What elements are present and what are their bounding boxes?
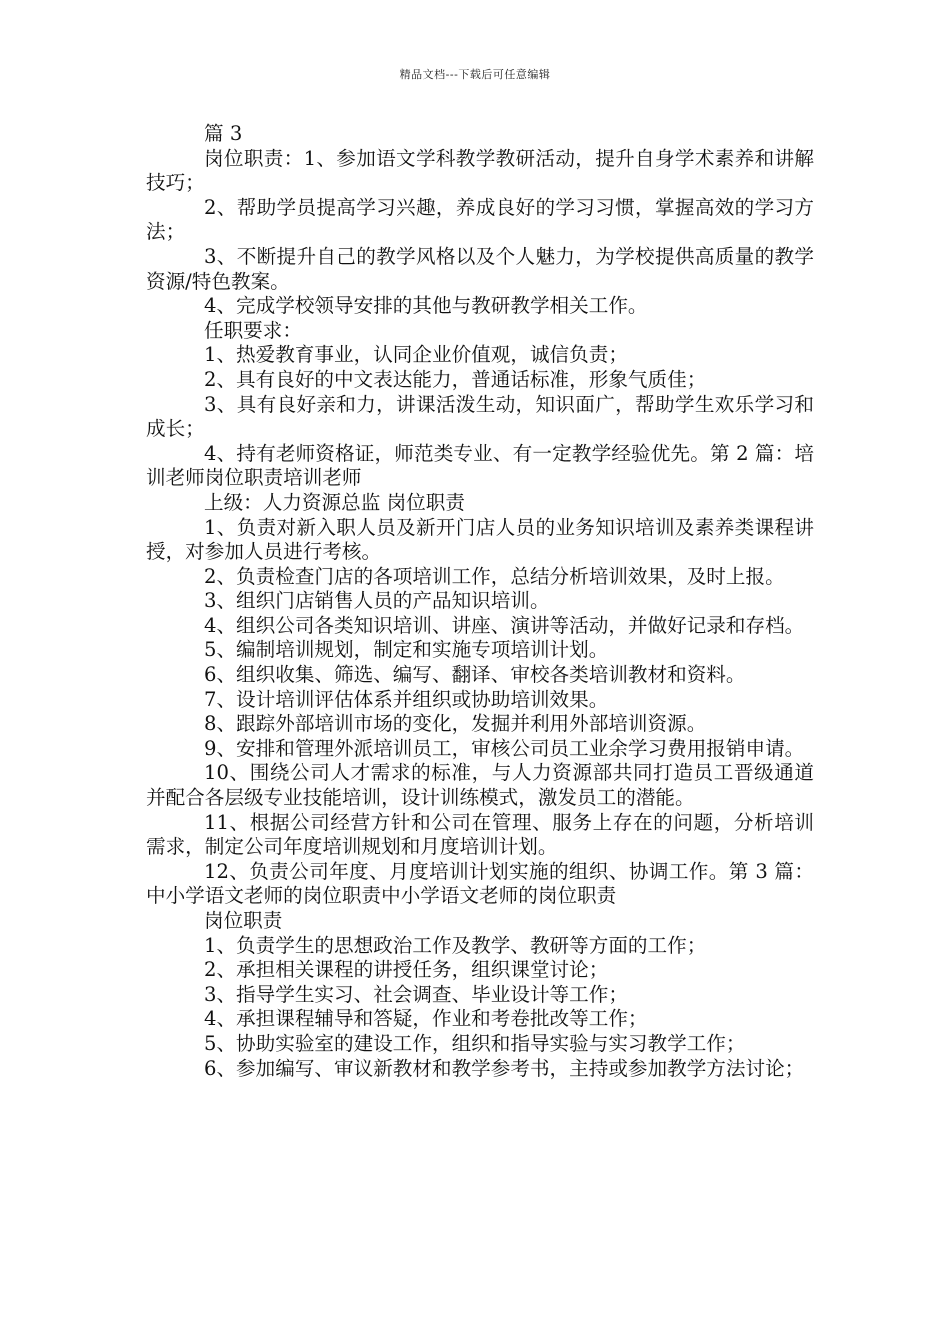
paragraph: 4、完成学校领导安排的其他与教研教学相关工作。 bbox=[204, 294, 648, 318]
paragraph: 上级：人力资源总监 岗位职责 bbox=[204, 490, 465, 514]
paragraph: 1、负责学生的思想政治工作及教学、教研等方面的工作； bbox=[204, 933, 707, 957]
paragraph: 6、组织收集、筛选、编写、翻译、审校各类培训教材和资料。 bbox=[204, 663, 746, 687]
page-header: 精品文档---下载后可任意编辑 bbox=[399, 68, 551, 81]
section-heading: 任职要求： bbox=[204, 318, 302, 342]
paragraph: 9、安排和管理外派培训员工，审核公司员工业余学习费用报销申请。 bbox=[204, 736, 805, 760]
paragraph: 3、组织门店销售人员的产品知识培训。 bbox=[204, 589, 550, 613]
paragraph: 4、承担课程辅导和答疑，作业和考卷批改等工作； bbox=[204, 1007, 648, 1031]
paragraph: 3、指导学生实习、社会调查、毕业设计等工作； bbox=[204, 982, 628, 1006]
paragraph: 2、承担相关课程的讲授任务，组织课堂讨论； bbox=[204, 958, 609, 982]
paragraph: 1、负责对新入职人员及新开门店人员的业务知识培训及素养类课程讲授，对参加人员进行考核。 bbox=[146, 515, 814, 564]
paragraph: 2、具有良好的中文表达能力，普通话标准，形象气质佳； bbox=[204, 367, 707, 391]
paragraph: 10、围绕公司人才需求的标准，与人力资源部共同打造员工晋级通道并配合各层级专业技能培训，设计训练模式，激发员工的潜能。 bbox=[146, 761, 814, 810]
paragraph: 3、不断提升自己的教学风格以及个人魅力，为学校提供高质量的教学资源/特色教案。 bbox=[146, 244, 814, 293]
paragraph: 11、根据公司经营方针和公司在管理、服务上存在的问题，分析培训需求，制定公司年度培训规划和月度培训计划。 bbox=[146, 810, 814, 859]
section-heading: 篇 3 bbox=[204, 122, 243, 145]
section-heading: 岗位职责 bbox=[204, 909, 283, 932]
paragraph: 岗位职责：1、参加语文学科教学教研活动，提升自身学术素养和讲解技巧； bbox=[146, 146, 814, 195]
paragraph: 5、协助实验室的建设工作，组织和指导实验与实习教学工作； bbox=[204, 1031, 746, 1055]
paragraph: 6、参加编写、审议新教材和教学参考书，主持或参加教学方法讨论； bbox=[204, 1056, 805, 1080]
paragraph: 7、设计培训评估体系并组织或协助培训效果。 bbox=[204, 687, 609, 711]
paragraph: 4、组织公司各类知识培训、讲座、演讲等活动，并做好记录和存档。 bbox=[204, 613, 805, 637]
paragraph: 8、跟踪外部培训市场的变化，发掘并利用外部培训资源。 bbox=[204, 712, 707, 736]
document-body bbox=[146, 122, 814, 1081]
paragraph: 3、具有良好亲和力，讲课活泼生动，知识面广，帮助学生欢乐学习和成长； bbox=[146, 392, 814, 441]
paragraph: 5、编制培训规划，制定和实施专项培训计划。 bbox=[204, 638, 609, 662]
paragraph: 1、热爱教育事业，认同企业价值观，诚信负责； bbox=[204, 343, 628, 367]
paragraph: 2、帮助学员提高学习兴趣，养成良好的学习习惯，掌握高效的学习方法； bbox=[146, 195, 814, 244]
paragraph: 4、持有老师资格证，师范类专业、有一定教学经验优先。第 2 篇：培训老师岗位职责培训老师 bbox=[146, 441, 814, 490]
paragraph: 2、负责检查门店的各项培训工作，总结分析培训效果，及时上报。 bbox=[204, 564, 785, 588]
paragraph: 12、负责公司年度、月度培训计划实施的组织、协调工作。第 3 篇：中小学语文老师的岗位职责中小学语文老师的岗位职责 bbox=[146, 859, 814, 908]
